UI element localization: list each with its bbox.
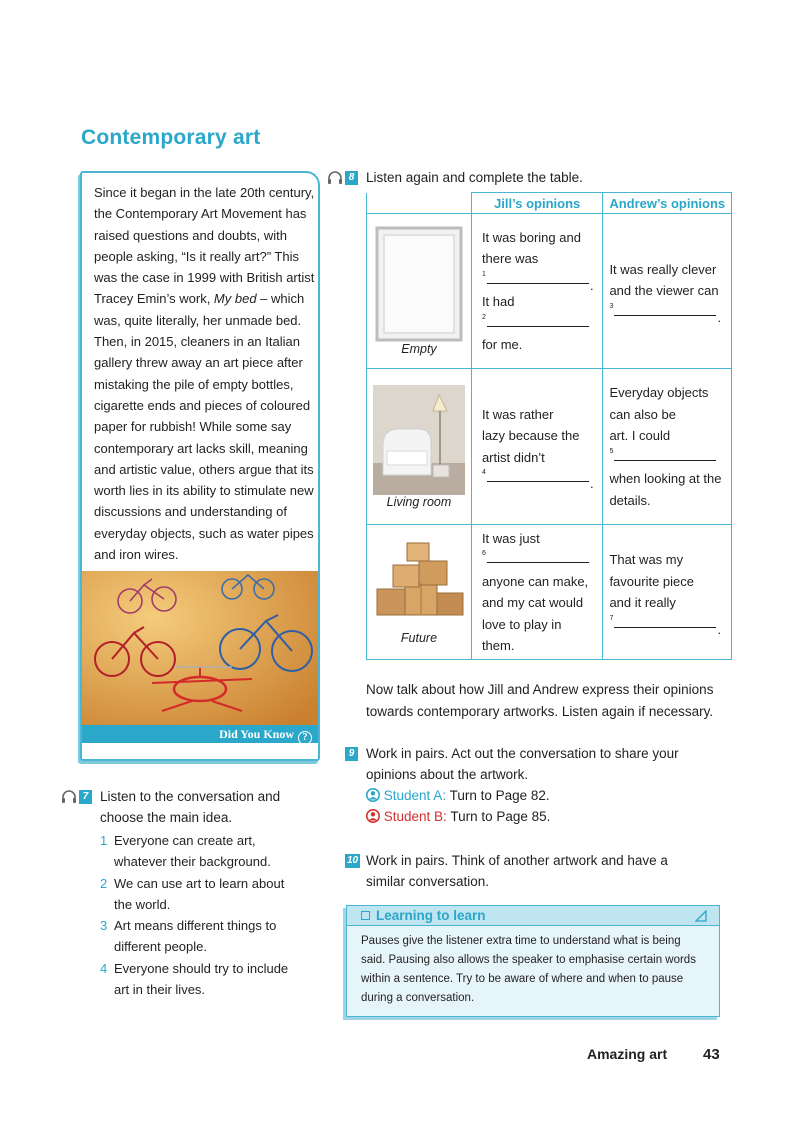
- learning-to-learn-box: [346, 905, 720, 1017]
- andrew-opinion-cell: That was my favourite piece and it really 7 .: [603, 525, 732, 660]
- student-a-line: Student A: Turn to Page 82.: [366, 785, 746, 806]
- student-b-icon: [366, 809, 380, 823]
- artwork-caption: Living room: [386, 494, 452, 509]
- corner-triangle-icon: [695, 910, 707, 922]
- activity-9-number: 9: [345, 747, 358, 761]
- learning-to-learn-header: Learning to learn: [347, 906, 719, 926]
- footer-unit-title: Amazing art: [587, 1046, 668, 1062]
- answer-blank[interactable]: 1 .: [481, 270, 594, 293]
- page-number: 43: [703, 1046, 720, 1063]
- andrew-opinion-cell: It was really clever and the viewer can 3 .: [603, 214, 732, 369]
- artwork-title: My bed: [213, 291, 257, 307]
- learning-to-learn-body: Pauses give the listener extra time to understand what is being said. Pausing also allows the speaker to emphasise certain words within a sentence. Try to be aware of where and when to pause during a conversation.: [361, 935, 696, 1004]
- artwork-future: [367, 525, 472, 660]
- jill-opinion-cell: It was just 6 anyone can make, and my cat would love to play in them.: [471, 525, 603, 660]
- opinions-table: [366, 192, 732, 660]
- table-row: [367, 525, 732, 660]
- header-jill: Jill’s opinions: [471, 193, 603, 214]
- table-row: [367, 214, 732, 369]
- option-item[interactable]: 1 Everyone can create art, whatever their background.: [100, 833, 271, 870]
- andrew-opinion-cell: Everyday objects can also be art. I could 5 when looking at the details.: [603, 369, 732, 525]
- wire-bicycles-illustration: [82, 571, 318, 725]
- reading-box: [80, 171, 320, 761]
- activity-10-number: 10: [346, 855, 359, 866]
- wire-art-photo: [82, 571, 318, 743]
- artwork-caption: Future: [400, 631, 438, 645]
- table-corner: [367, 193, 472, 214]
- answer-blank[interactable]: 6: [482, 549, 597, 571]
- header-andrew: Andrew’s opinions: [603, 193, 732, 214]
- student-a-icon: [366, 788, 380, 802]
- answer-blank[interactable]: 3 .: [609, 302, 722, 325]
- activity-9-instruction: Work in pairs. Act out the conversation to share your opinions about the artwork. Student A: Turn to Page 82. Student B: Turn to Page 85.: [366, 743, 746, 827]
- activity-7-number: 7: [79, 790, 92, 804]
- jill-opinion-cell: It was boring and there was 1 . It had 2 for me.: [471, 214, 603, 369]
- artwork-caption: Empty: [401, 342, 437, 356]
- student-b-line: Student B: Turn to Page 85.: [366, 806, 746, 827]
- checkbox-icon: [361, 911, 370, 920]
- activity-7-instruction: Listen to the conversation and choose the main idea.: [100, 789, 281, 825]
- activity-10-instruction: Work in pairs. Think of another artwork and have a similar conversation.: [366, 853, 668, 889]
- artwork-empty: [367, 214, 472, 369]
- option-item[interactable]: 3 Art means different things to different people.: [100, 918, 277, 955]
- option-item[interactable]: 4 Everyone should try to include art in their lives.: [100, 960, 289, 998]
- activity-8-follow-up: Now talk about how Jill and Andrew express their opinions towards contemporary artworks. Listen again if necessary.: [366, 682, 714, 719]
- question-icon[interactable]: ?: [298, 731, 312, 743]
- activity-8-number: 8: [345, 171, 358, 185]
- empty-frame-illustration: [375, 226, 463, 342]
- reading-text: Since it began in the late 20th century, the Contemporary Art Movement has raised questions and doubts, with people asking, “Is it really art?” This was the case in 1999 with British artist Tracey Emin’s work, My bed – which was, quite literally, her unmade bed. Then, in 2015, cleaners in an Italian gallery threw away an art piece after mistaking the pile of empty bottles, cigarette ends and pieces of coloured paper for rubbish! While some say contemporary art lacks skill, meaning and artistic value, others argue that its worth lies in its ability to stimulate new discussions and understanding of everyday objects, such as water pipes and iron wires.: [94, 185, 315, 563]
- artwork-living-room: [367, 369, 472, 525]
- answer-blank[interactable]: 7 .: [609, 614, 722, 637]
- cardboard-boxes-illustration: [371, 539, 467, 631]
- answer-blank[interactable]: 4 .: [481, 469, 594, 491]
- headphones-icon[interactable]: [327, 171, 343, 185]
- option-item[interactable]: 2 We can use art to learn about the world.: [100, 875, 285, 912]
- headphones-icon[interactable]: [61, 790, 77, 804]
- table-row: [367, 369, 732, 525]
- section-title: Contemporary art: [81, 126, 261, 149]
- activity-8-instruction: Listen again and complete the table.: [366, 170, 583, 185]
- jill-opinion-cell: It was rather lazy because the artist didn’t 4 .: [471, 369, 603, 525]
- living-room-illustration: [373, 385, 465, 495]
- activity-7-options: [100, 830, 300, 1000]
- answer-blank[interactable]: 5: [609, 447, 725, 469]
- answer-blank[interactable]: 2: [482, 313, 597, 335]
- did-you-know-bar[interactable]: Did You Know ?: [82, 725, 318, 743]
